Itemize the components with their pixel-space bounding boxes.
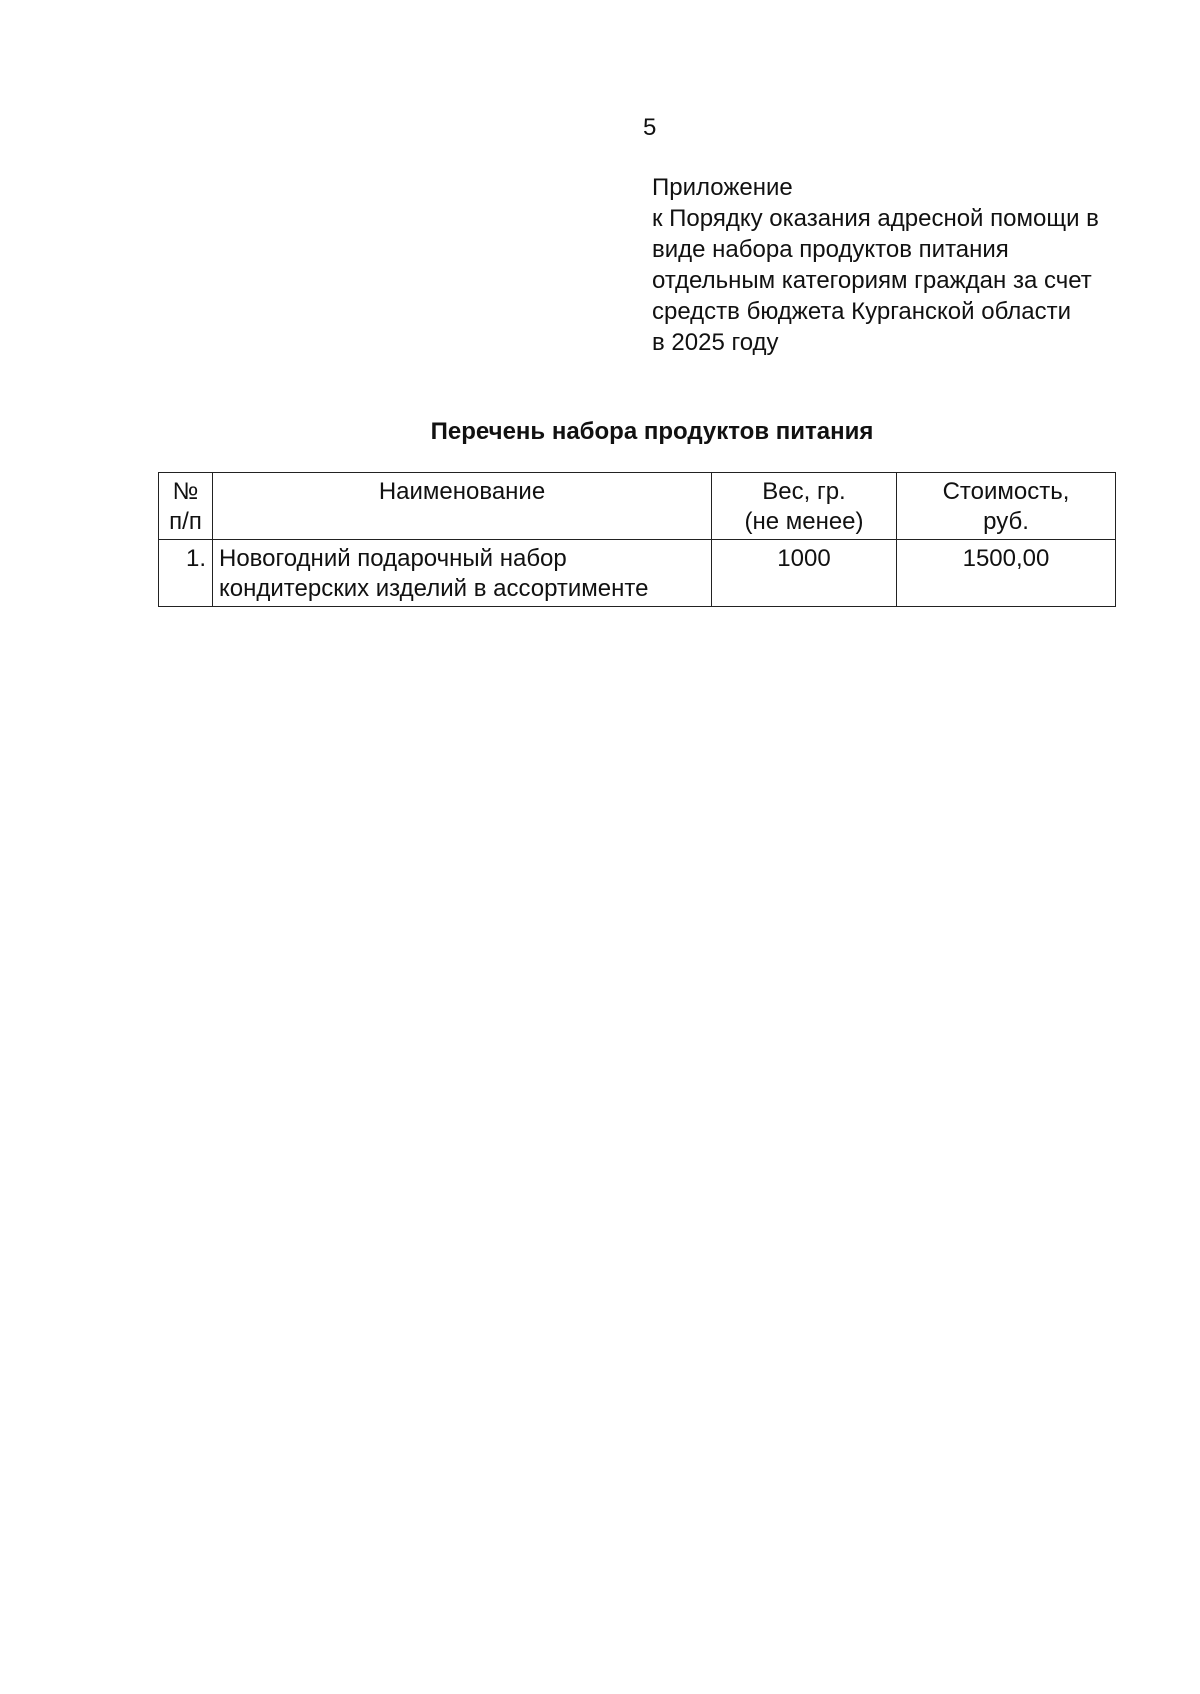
- table-row: [159, 540, 1116, 607]
- header-line: Наименование: [378, 478, 546, 505]
- table-header-row: [159, 473, 1116, 540]
- row-weight: 1000: [712, 540, 897, 607]
- appendix-line: средств бюджета Курганской области: [652, 298, 1071, 325]
- document-title: Перечень набора продуктов питания: [430, 418, 874, 445]
- appendix-line: в 2025 году: [652, 329, 779, 356]
- header-cost: [897, 473, 1116, 540]
- header-number: [159, 473, 213, 540]
- page-number: 5: [643, 114, 657, 141]
- header-name: [213, 473, 712, 540]
- row-name-line: Новогодний подарочный набор: [219, 545, 567, 572]
- appendix-line: отдельным категориям граждан за счет: [652, 267, 1092, 294]
- row-name-line: кондитерских изделий в ассортименте: [219, 575, 649, 602]
- appendix-block: [652, 172, 1172, 358]
- row-name: [213, 540, 712, 607]
- products-table: [158, 472, 1116, 607]
- header-line: п/п: [169, 508, 202, 535]
- appendix-line: Приложение: [652, 174, 793, 201]
- header-line: Стоимость,: [942, 478, 1070, 505]
- row-cost: 1500,00: [897, 540, 1116, 607]
- appendix-line: виде набора продуктов питания: [652, 236, 1009, 263]
- header-line: (не менее): [744, 508, 864, 535]
- header-line: руб.: [983, 508, 1029, 535]
- appendix-line: к Порядку оказания адресной помощи в: [652, 205, 1099, 232]
- header-line: Вес, гр.: [762, 478, 846, 505]
- header-line: №: [172, 478, 199, 505]
- row-number: 1.: [159, 540, 213, 607]
- header-weight: [712, 473, 897, 540]
